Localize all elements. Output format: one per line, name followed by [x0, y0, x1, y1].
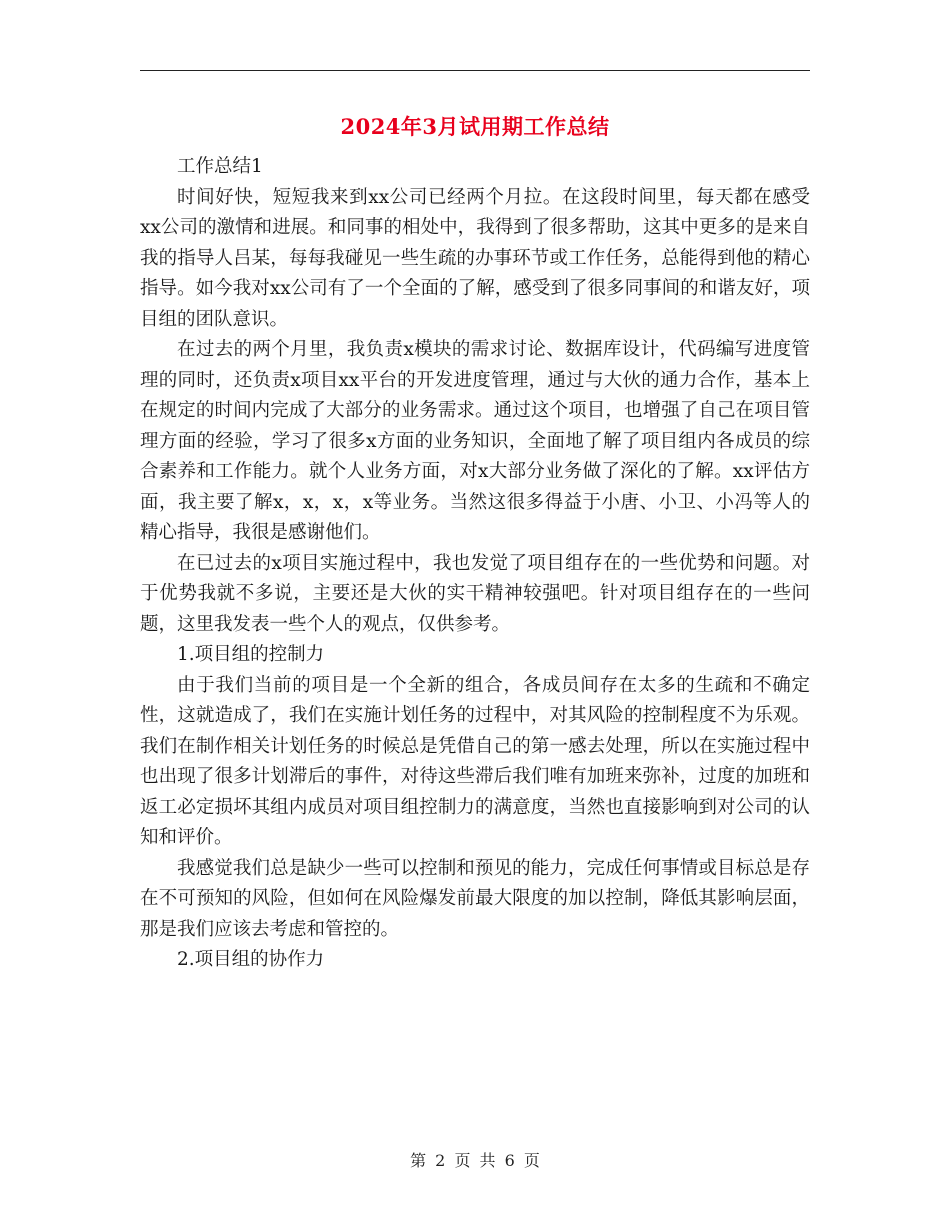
page-footer: 第 2 页 共 6 页 [410, 1151, 540, 1170]
body-paragraph: 在过去的两个月里，我负责x模块的需求讨论、数据库设计，代码编写进度管理的同时，还负责x项目xx平台的开发进度管理，通过与大伙的通力合作，基本上在规定的时间内完成了大部分的业务需求。通过这个项目，也增强了自己在项目管理方面的经验，学习了很多x方面的业务知识，全面地了解了项目组内各成员的综合素养和工作能力。就个人业务方面，对x大部分业务做了深化的了解。xx评估方面，我主要了解x，x，x，x等业务。当然这很多得益于小唐、小卫、小冯等人的精心指导，我很是感谢他们。 [140, 339, 810, 543]
section-heading: 工作总结1 [177, 156, 263, 177]
document-title: 2024年3月试用期工作总结 [340, 114, 610, 139]
body-paragraph: 由于我们当前的项目是一个全新的组合，各成员间存在太多的生疏和不确定性，这就造成了，我们在实施计划任务的过程中，对其风险的控制程度不为乐观。我们在制作相关计划任务的时候总是凭借自己的第一感去处理，所以在实施过程中也出现了很多计划滞后的事件，对待这些滞后我们唯有加班来弥补，过度的加班和返工必定损坏其组内成员对项目组控制力的满意度，当然也直接影响到对公司的认知和评价。 [140, 674, 810, 848]
section-heading: 1.项目组的控制力 [177, 644, 325, 665]
section-heading: 2.项目组的协作力 [177, 949, 325, 970]
body-paragraph: 在已过去的x项目实施过程中，我也发觉了项目组存在的一些优势和问题。对于优势我就不多说，主要还是大伙的实干精神较强吧。针对项目组存在的一些问题，这里我发表一些个人的观点，仅供参考。 [140, 552, 810, 635]
body-paragraph: 我感觉我们总是缺少一些可以控制和预见的能力，完成任何事情或目标总是存在不可预知的风险，但如何在风险爆发前最大限度的加以控制，降低其影响层面，那是我们应该去考虑和管控的。 [140, 857, 810, 940]
document-body [140, 152, 810, 976]
header-rule [140, 70, 810, 71]
body-paragraph: 时间好快，短短我来到xx公司已经两个月拉。在这段时间里，每天都在感受xx公司的激情和进展。和同事的相处中，我得到了很多帮助，这其中更多的是来自我的指导人吕某，每每我碰见一些生疏的办事环节或工作任务，总能得到他的精心指导。如今我对xx公司有了一个全面的了解，感受到了很多同事间的和谐友好，项目组的团队意识。 [140, 186, 810, 330]
